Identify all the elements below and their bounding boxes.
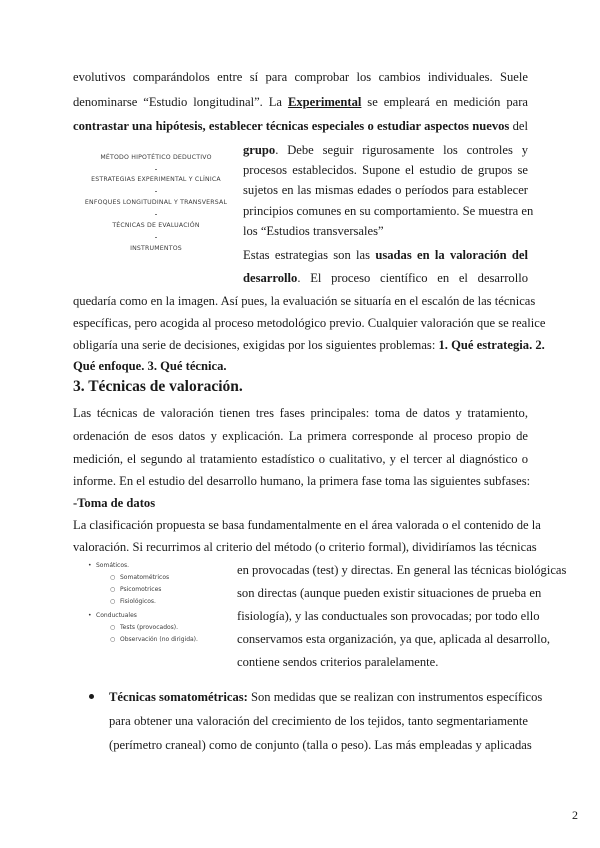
section-title: 3. Técnicas de valoración. xyxy=(73,378,243,395)
text-line: quedaría como en la imagen. Así pues, la evaluación se situaría en el escalón de las técnicas xyxy=(73,294,536,308)
text-line: obligaría una serie de decisiones, exigidas por los siguientes problemas: 1. Qué estrategia. 2. xyxy=(73,338,545,352)
text-line: Técnicas somatométricas: Son medidas que se realizan con instrumentos específicos xyxy=(109,690,543,704)
figure-item: Conductuales xyxy=(96,612,137,619)
text-line: ordenación de esos datos y explicación. La primera corresponde al proceso propio de xyxy=(73,429,528,443)
figure-item: Psicomotrices xyxy=(120,586,162,593)
text-line: contiene sendos criterios paralelamente. xyxy=(237,655,439,669)
text-line: los “Estudios transversales” xyxy=(243,224,384,238)
diagram-row: ENFOQUES LONGITUDINAL Y TRANSVERSAL xyxy=(84,199,228,206)
figure-item: Somáticos. xyxy=(96,562,130,569)
diagram-row: MÉTODO HIPOTÉTICO DEDUCTIVO xyxy=(100,154,212,161)
text-line: contrastar una hipótesis, establecer técnicas especiales o estudiar aspectos nuevos del xyxy=(73,119,528,133)
method-diagram-image xyxy=(72,144,240,264)
text-line: Estas estrategias son las usadas en la valoración del xyxy=(243,248,528,262)
text-line: para obtener una valoración del crecimiento de los tejidos, tanto segmentariamente xyxy=(109,714,528,728)
text-line: medición, el segundo al tratamiento estadístico o cualitativo, y el tercer al diagnóstico o xyxy=(73,452,528,466)
text-line: específicas, pero acogida al proceso metodológico previo. Cualquier valoración que se realice xyxy=(73,316,546,330)
text-line: Las técnicas de valoración tienen tres fases principales: toma de datos y tratamiento, xyxy=(73,406,528,420)
diagram-row: ESTRATEGIAS EXPERIMENTAL Y CLÍNICA xyxy=(91,176,221,183)
text-line: evolutivos comparándolos entre sí para comprobar los cambios individuales. Suele xyxy=(73,70,528,84)
page-number: 2 xyxy=(572,808,578,822)
emphasis-experimental: Experimental xyxy=(287,95,362,109)
figure-item: Somatométricos xyxy=(120,574,170,581)
text-line: Qué enfoque. 3. Qué técnica. xyxy=(73,359,227,373)
text-line: fisiología), y las conductuales son provocadas; por todo ello xyxy=(237,609,540,623)
text-line: denominarse “Estudio longitudinal”. La Experimental se empleará en medición para xyxy=(73,95,528,109)
text-line: desarrollo. El proceso científico en el desarrollo xyxy=(243,271,528,285)
figure-item: Observación (no dirigida). xyxy=(120,636,198,643)
text-line: principios comunes en su comportamiento. Se muestra en xyxy=(243,204,534,218)
figure-item: Tests (provocados). xyxy=(120,624,179,631)
text-line: La clasificación propuesta se basa fundamentalmente en el área valorada o el contenido de la xyxy=(73,518,541,532)
figure-item: Fisiológicos. xyxy=(120,598,156,605)
text-line: sujetos en las mismas edades o períodos para establecer xyxy=(243,183,528,197)
text-line: procesos establecidos. Supone el estudio de grupos se xyxy=(243,163,528,177)
text-line: son directas (aunque pueden existir situaciones de prueba en xyxy=(237,586,542,600)
text-line: en provocadas (test) y directas. En general las técnicas biológicas xyxy=(237,563,567,577)
classification-image: • Somáticos. ○ Somatométricos ○ Psicomotrices ○ Fisiológicos. • Conductuales ○ Tests (provocados). ○ Observación (no dirigida). xyxy=(88,562,198,643)
diagram-row: INSTRUMENTOS xyxy=(130,245,182,252)
sub-heading: -Toma de datos xyxy=(73,496,156,510)
diagram-row: TÉCNICAS DE EVALUACIÓN xyxy=(112,222,200,229)
text-line: grupo. Debe seguir rigurosamente los controles y xyxy=(243,143,528,157)
text-line: informe. En el estudio del desarrollo humano, la primera fase toma las siguientes subfases: xyxy=(73,474,531,488)
text-line: valoración. Si recurrimos al criterio del método (o criterio formal), dividiríamos las técnicas xyxy=(73,540,537,554)
bullet-icon xyxy=(89,694,94,699)
text-line: (perímetro craneal) como de conjunto (talla o peso). Las más empleadas y aplicadas xyxy=(109,738,532,752)
text-line: conservamos esta organización, ya que, aplicada al desarrollo, xyxy=(237,632,551,646)
